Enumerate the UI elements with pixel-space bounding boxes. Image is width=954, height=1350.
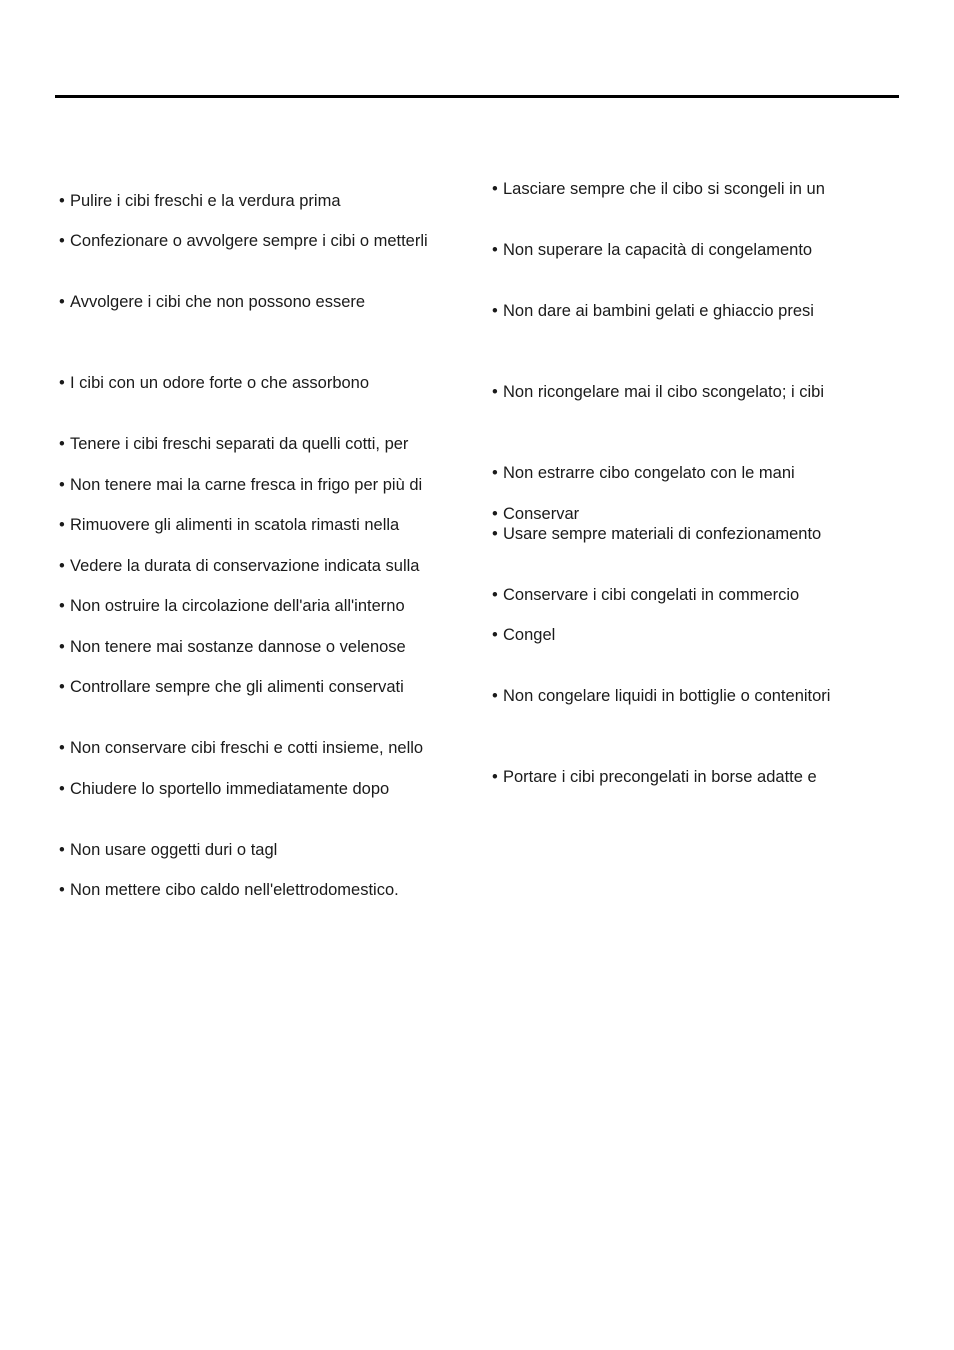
list-item bbox=[492, 179, 825, 199]
bullet: • bbox=[59, 678, 65, 696]
list-item-text: Conservar bbox=[503, 505, 580, 523]
list-item bbox=[59, 880, 399, 900]
list-item bbox=[59, 840, 277, 860]
list-item-text: I cibi con un odore forte o che assorbono bbox=[70, 374, 370, 392]
list-item bbox=[492, 463, 795, 483]
list-item bbox=[59, 779, 389, 799]
list-item-text: Confezionare o avvolgere sempre i cibi o metterli bbox=[70, 232, 428, 250]
list-item bbox=[59, 677, 404, 697]
list-item bbox=[492, 625, 555, 645]
list-item bbox=[59, 373, 369, 393]
bullet: • bbox=[59, 435, 65, 453]
bullet: • bbox=[492, 180, 498, 198]
list-item bbox=[492, 767, 817, 787]
bullet: • bbox=[59, 881, 65, 899]
list-item bbox=[492, 382, 824, 402]
list-item bbox=[59, 292, 365, 312]
list-item bbox=[492, 240, 812, 260]
list-item-text: Non congelare liquidi in bottiglie o contenitori bbox=[503, 687, 831, 705]
list-item-text: Non conservare cibi freschi e cotti insieme, nello bbox=[70, 739, 424, 757]
list-item bbox=[492, 585, 799, 605]
list-item-text: Conservare i cibi congelati in commercio bbox=[503, 586, 800, 604]
list-item bbox=[59, 596, 405, 616]
list-item-text: Congel bbox=[503, 626, 556, 644]
bullet: • bbox=[492, 464, 498, 482]
list-item-text: Non mettere cibo caldo nell'elettrodomestico. bbox=[70, 881, 399, 899]
list-item bbox=[59, 475, 422, 495]
bullet: • bbox=[492, 383, 498, 401]
list-item-text: Rimuovere gli alimenti in scatola rimasti nella bbox=[70, 516, 400, 534]
bullet: • bbox=[59, 192, 65, 210]
bullet: • bbox=[59, 293, 65, 311]
list-item bbox=[492, 686, 830, 706]
bullet: • bbox=[492, 505, 498, 523]
list-item bbox=[492, 524, 821, 544]
list-item bbox=[492, 301, 814, 321]
bullet: • bbox=[59, 739, 65, 757]
bullet: • bbox=[492, 768, 498, 786]
bullet: • bbox=[59, 841, 65, 859]
bullet: • bbox=[59, 597, 65, 615]
list-item bbox=[59, 191, 341, 211]
list-item-text: Tenere i cibi freschi separati da quelli cotti, per bbox=[70, 435, 409, 453]
bullet: • bbox=[59, 374, 65, 392]
list-item bbox=[492, 504, 579, 524]
list-item bbox=[59, 434, 408, 454]
bullet: • bbox=[59, 232, 65, 250]
bullet: • bbox=[492, 525, 498, 543]
list-item bbox=[59, 515, 399, 535]
list-item-text: Non estrarre cibo congelato con le mani bbox=[503, 464, 795, 482]
bullet: • bbox=[59, 638, 65, 656]
list-item-text: Non tenere mai sostanze dannose o velenose bbox=[70, 638, 406, 656]
list-item bbox=[59, 637, 406, 657]
bullet: • bbox=[59, 557, 65, 575]
bullet: • bbox=[59, 780, 65, 798]
list-item-text: Usare sempre materiali di confezionamento bbox=[503, 525, 822, 543]
list-item-text: Pulire i cibi freschi e la verdura prima bbox=[70, 192, 341, 210]
list-item-text: Portare i cibi precongelati in borse adatte e bbox=[503, 768, 817, 786]
list-item-text: Chiudere lo sportello immediatamente dopo bbox=[70, 780, 390, 798]
list-item bbox=[59, 738, 423, 758]
list-item-text: Avvolgere i cibi che non possono essere bbox=[70, 293, 366, 311]
bullet: • bbox=[492, 302, 498, 320]
list-item-text: Lasciare sempre che il cibo si scongeli in un bbox=[503, 180, 825, 198]
list-item-text: Non ostruire la circolazione dell'aria all'interno bbox=[70, 597, 405, 615]
bullet: • bbox=[492, 586, 498, 604]
list-item-text: Non usare oggetti duri o tagl bbox=[70, 841, 278, 859]
bullet: • bbox=[492, 241, 498, 259]
bullet: • bbox=[492, 687, 498, 705]
bullet: • bbox=[59, 516, 65, 534]
bullet: • bbox=[59, 476, 65, 494]
list-item-text: Non tenere mai la carne fresca in frigo per più di bbox=[70, 476, 423, 494]
list-item-text: Controllare sempre che gli alimenti conservati bbox=[70, 678, 404, 696]
list-item-text: Non superare la capacità di congelamento bbox=[503, 241, 813, 259]
list-item bbox=[59, 556, 419, 576]
list-item bbox=[59, 231, 428, 251]
header-rule bbox=[55, 95, 899, 98]
list-item-text: Non ricongelare mai il cibo scongelato; i cibi bbox=[503, 383, 824, 401]
list-item-text: Vedere la durata di conservazione indicata sulla bbox=[70, 557, 420, 575]
list-item-text: Non dare ai bambini gelati e ghiaccio presi bbox=[503, 302, 814, 320]
bullet: • bbox=[492, 626, 498, 644]
